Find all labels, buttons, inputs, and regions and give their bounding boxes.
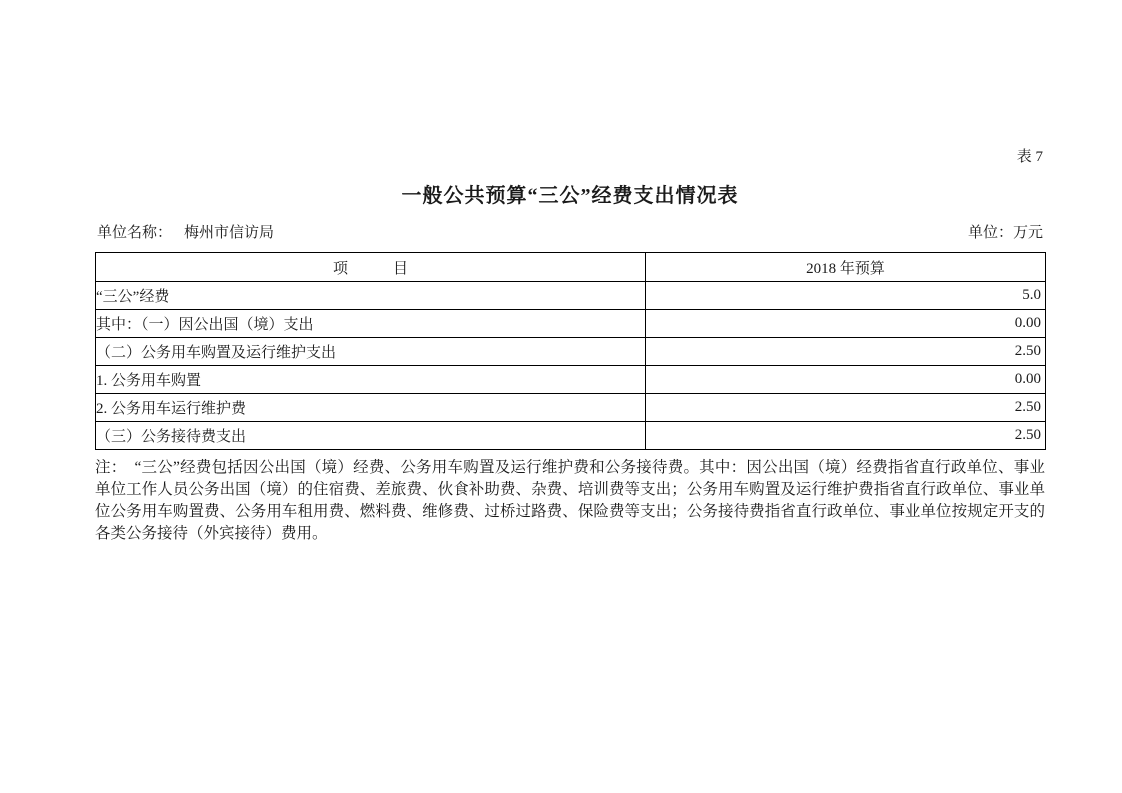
page-title: 一般公共预算“三公”经费支出情况表 bbox=[401, 185, 739, 207]
row-label: “三公”经费 bbox=[96, 282, 646, 310]
meta-row bbox=[95, 221, 1045, 242]
row-value: 0.00 bbox=[646, 366, 1046, 394]
row-label: 2. 公务用车运行维护费 bbox=[96, 394, 646, 422]
table-row-sangong-total bbox=[96, 282, 1046, 310]
table-row-official-reception bbox=[96, 422, 1046, 450]
budget-table bbox=[95, 252, 1046, 450]
page-content bbox=[95, 0, 1045, 545]
table-number-label: 表 7 bbox=[1016, 149, 1043, 165]
row-label: （二）公务用车购置及运行维护支出 bbox=[96, 338, 646, 366]
column-header-budget-2018: 2018 年预算 bbox=[646, 253, 1046, 282]
row-value: 2.50 bbox=[646, 338, 1046, 366]
table-row-vehicle-maintenance bbox=[96, 394, 1046, 422]
unit-name-label: 单位名称： bbox=[97, 225, 173, 241]
currency-unit-label: 单位：万元 bbox=[967, 225, 1043, 241]
unit-name-value: 梅州市信访局 bbox=[184, 225, 275, 241]
row-label: （三）公务接待费支出 bbox=[96, 422, 646, 450]
row-value: 2.50 bbox=[646, 422, 1046, 450]
unit-name-block bbox=[97, 221, 274, 242]
row-label: 其中：（一）因公出国（境）支出 bbox=[96, 310, 646, 338]
row-value: 5.0 bbox=[646, 282, 1046, 310]
table-row-vehicle-purchase bbox=[96, 366, 1046, 394]
table-header-row bbox=[96, 253, 1046, 282]
table-row-abroad-expense bbox=[96, 310, 1046, 338]
row-label: 1. 公务用车购置 bbox=[96, 366, 646, 394]
column-header-item: 项 目 bbox=[96, 253, 646, 282]
table-row-vehicle-purchase-maintenance bbox=[96, 338, 1046, 366]
row-value: 0.00 bbox=[646, 310, 1046, 338]
footnote: 注： “三公”经费包括因公出国（境）经费、公务用车购置及运行维护费和公务接待费。其中：因公出国（境）经费指省直行政单位、事业单位工作人员公务出国（境）的住宿费、差旅费、伙食补助费、杂费、培训费等支出；公务用车购置及运行维护费指省直行政单位、事业单位公务用车购置费、公务用车租用费、燃料费、维修费、过桥过路费、保险费等支出；公务接待费指省直行政单位、事业单位按规定开支的各类公务接待（外宾接待）费用。 bbox=[95, 459, 1045, 542]
row-value: 2.50 bbox=[646, 394, 1046, 422]
